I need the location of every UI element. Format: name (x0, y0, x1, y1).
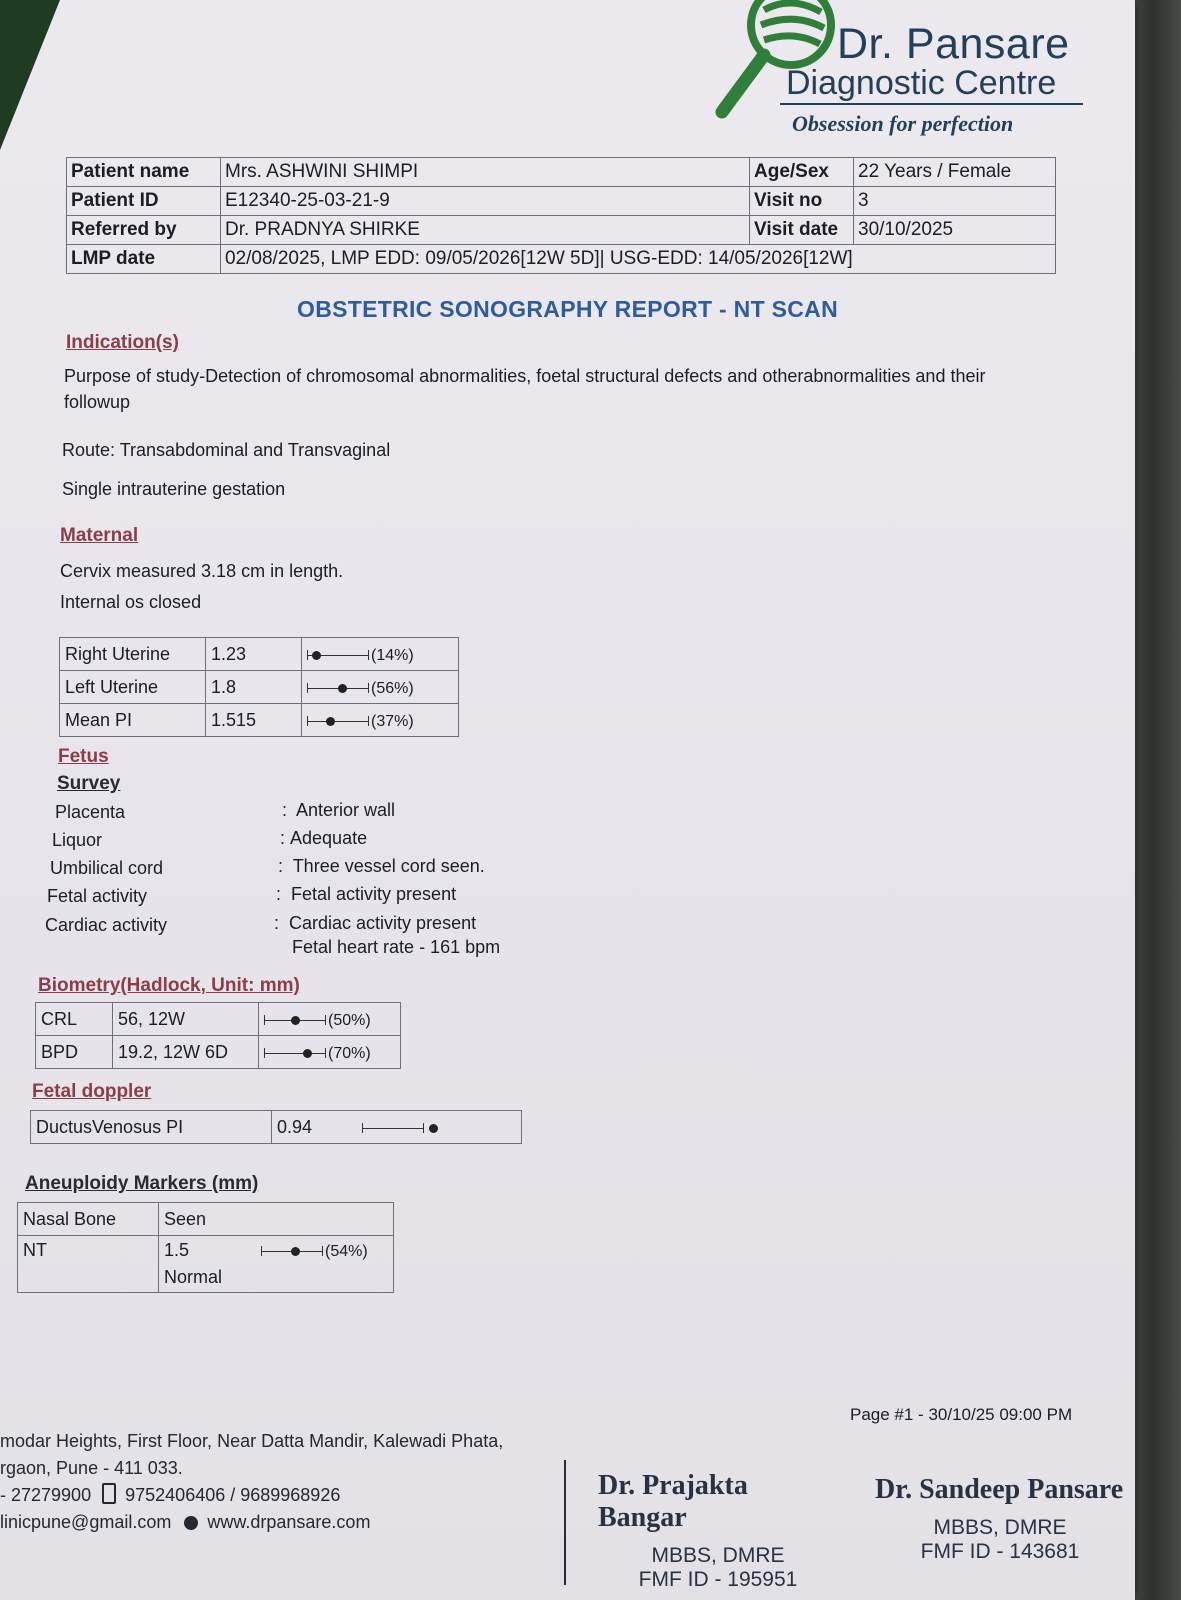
mean-pi-label: Mean PI (60, 704, 206, 737)
bpd-label: BPD (36, 1036, 113, 1069)
visit-date-value: 30/10/2025 (854, 216, 1056, 245)
email-text: linicpune@gmail.com (0, 1512, 172, 1532)
fetus-heading: Fetus (58, 746, 109, 767)
patient-id-label: Patient ID (67, 187, 221, 216)
doctor-degree: MBBS, DMRE (933, 1516, 1067, 1539)
table-row (60, 704, 459, 737)
address-line-1: modar Heights, First Floor, Near Datta Mandir, Kalewadi Phata, (0, 1431, 504, 1451)
crl-value: 56, 12W (113, 1003, 259, 1036)
percentile-text: (50%) (328, 1011, 371, 1029)
umbilical-cord-label: Umbilical cord (50, 858, 164, 878)
indications-heading: Indication(s) (66, 332, 179, 353)
biometry-table (35, 1002, 401, 1069)
liquor-label: Liquor (52, 830, 103, 850)
heart-rate-text: Fetal heart rate - 161 bpm (292, 937, 501, 957)
doctor-name: Dr. Sandeep Pansare (875, 1474, 1124, 1505)
visit-date-label: Visit date (750, 216, 854, 245)
cardiac-activity-value: : Cardiac activity present (274, 913, 477, 933)
maternal-heading: Maternal (60, 525, 139, 546)
percentile-text: (54%) (325, 1243, 368, 1260)
brand-name: Dr. Pansare (837, 20, 1070, 68)
doctor-degree: MBBS, DMRE (651, 1544, 785, 1567)
table-row (67, 187, 1056, 216)
table-row (60, 638, 459, 671)
nt-label: NT (18, 1236, 159, 1293)
brand-subtitle: Diagnostic Centre (786, 64, 1057, 102)
table-row (18, 1236, 394, 1293)
table-row (60, 671, 459, 704)
visit-no-value: 3 (854, 187, 1056, 216)
table-row (67, 216, 1056, 245)
fetal-doppler-heading: Fetal doppler (32, 1081, 152, 1102)
table-row (67, 245, 1056, 274)
percentile-bar (264, 1015, 326, 1025)
left-uterine-range (302, 671, 459, 704)
aneuploidy-table (17, 1202, 394, 1293)
nt-value: 1.5 (54%) Normal (159, 1236, 394, 1293)
right-uterine-label: Right Uterine (60, 638, 206, 671)
patient-name-label: Patient name (67, 158, 221, 187)
doctor-fmf-id: FMF ID - 143681 (920, 1540, 1080, 1563)
mobile-icon (102, 1483, 116, 1504)
patient-id-value: E12340-25-03-21-9 (221, 187, 750, 216)
lmp-date-label: LMP date (67, 245, 221, 274)
globe-icon (184, 1516, 198, 1530)
purpose-text-cont: followup (64, 392, 131, 412)
table-row (36, 1036, 401, 1069)
doctor-block-2 (875, 1474, 1125, 1564)
visit-no-label: Visit no (750, 187, 854, 216)
mean-pi-range (302, 704, 459, 737)
placenta-label: Placenta (55, 802, 126, 822)
mobile-text: 9752406406 / 9689968926 (125, 1485, 341, 1505)
liquor-value: : Adequate (280, 828, 368, 848)
clinic-address (0, 1428, 503, 1536)
page-corner-shadow (0, 0, 60, 150)
phone-line (0, 1482, 503, 1509)
age-sex-label: Age/Sex (750, 158, 854, 187)
website-text: www.drpansare.com (207, 1512, 371, 1532)
percentile-bar (264, 1048, 326, 1058)
percentile-bar (362, 1123, 424, 1133)
table-row (67, 158, 1056, 187)
percentile-text: (56%) (371, 679, 414, 697)
fetal-activity-value: : Fetal activity present (276, 884, 457, 904)
aneuploidy-heading: Aneuploidy Markers (mm) (25, 1173, 259, 1194)
fetal-activity-label: Fetal activity (47, 886, 148, 906)
report-title: OBSTETRIC SONOGRAPHY REPORT - NT SCAN (297, 296, 838, 322)
table-row (36, 1003, 401, 1036)
bpd-range (259, 1036, 401, 1069)
percentile-bar (261, 1246, 323, 1256)
brand-tagline: Obsession for perfection (792, 111, 1014, 136)
ductus-venosus-label: DuctusVenosus PI (31, 1111, 272, 1144)
internal-os-text: Internal os closed (60, 592, 202, 612)
right-uterine-range (302, 638, 459, 671)
ductus-venosus-value: 0.94 (272, 1111, 522, 1144)
lmp-date-value: 02/08/2025, LMP EDD: 09/05/2026[12W 5D]| USG-EDD: 14/05/2026[12W] (221, 245, 1056, 274)
purpose-text: Purpose of study-Detection of chromosomal abnormalities, foetal structural defects and otherabnormalities and their (64, 366, 986, 386)
patient-info-table (66, 157, 1056, 274)
biometry-heading: Biometry(Hadlock, Unit: mm) (38, 975, 300, 996)
crl-label: CRL (36, 1003, 113, 1036)
left-uterine-label: Left Uterine (60, 671, 206, 704)
bpd-value: 19.2, 12W 6D (113, 1036, 259, 1069)
cardiac-activity-label: Cardiac activity (45, 915, 168, 935)
percentile-bar (307, 650, 369, 660)
cervix-text: Cervix measured 3.18 cm in length. (60, 561, 344, 581)
uterine-pi-table (59, 637, 459, 737)
placenta-value: : Anterior wall (282, 800, 396, 820)
referred-by-label: Referred by (67, 216, 221, 245)
nasal-bone-label: Nasal Bone (18, 1203, 159, 1236)
doctor-name: Dr. Prajakta Bangar (598, 1470, 748, 1533)
percentile-text: (37%) (371, 712, 414, 730)
patient-name-value: Mrs. ASHWINI SHIMPI (221, 158, 750, 187)
route-text: Route: Transabdominal and Transvaginal (62, 440, 391, 460)
gestation-text: Single intrauterine gestation (62, 479, 286, 499)
mean-pi-value: 1.515 (206, 704, 302, 737)
crl-range (259, 1003, 401, 1036)
age-sex-value: 22 Years / Female (854, 158, 1056, 187)
referred-by-value: Dr. PRADNYA SHIRKE (221, 216, 750, 245)
nasal-bone-value: Seen (159, 1203, 394, 1236)
doppler-table (30, 1110, 522, 1144)
percentile-text: (70%) (328, 1044, 371, 1062)
left-uterine-value: 1.8 (206, 671, 302, 704)
umbilical-cord-value: : Three vessel cord seen. (278, 856, 485, 876)
address-line-2: rgaon, Pune - 411 033. (0, 1458, 183, 1478)
table-row (31, 1111, 522, 1144)
footer-divider (564, 1460, 566, 1585)
doctor-block-1 (598, 1470, 838, 1592)
page-info: Page #1 - 30/10/25 09:00 PM (850, 1405, 1073, 1424)
table-row (18, 1203, 394, 1236)
survey-heading: Survey (57, 773, 121, 794)
magnifier-logo-icon (706, 0, 841, 125)
contact-line (0, 1509, 503, 1536)
percentile-bar (307, 716, 369, 726)
percentile-bar (307, 683, 369, 693)
doctor-fmf-id: FMF ID - 195951 (638, 1568, 798, 1591)
landline-text: - 27279900 (0, 1485, 92, 1505)
nt-note: Normal (164, 1267, 223, 1287)
logo-divider (780, 103, 1083, 105)
right-uterine-value: 1.23 (206, 638, 302, 671)
percentile-text: (14%) (371, 646, 414, 664)
